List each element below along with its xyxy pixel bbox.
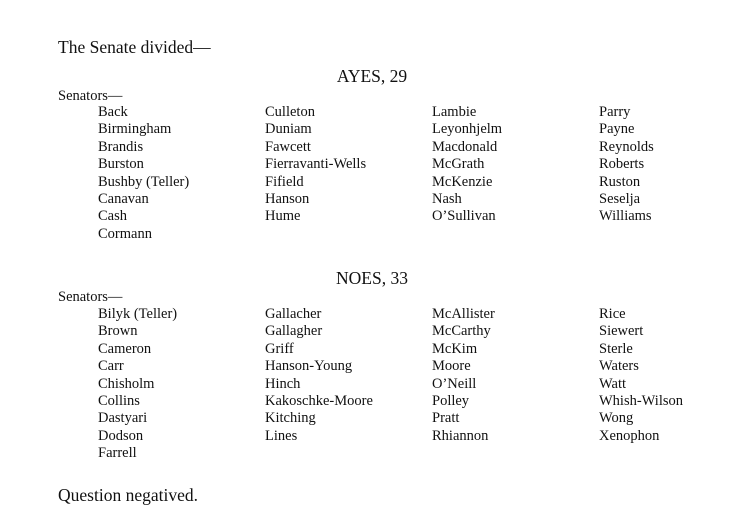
senator-name: Payne (599, 121, 635, 138)
senator-name: McCarthy (432, 323, 491, 340)
senator-name: Farrell (98, 445, 137, 462)
senator-name: Lambie (432, 104, 477, 120)
senator-name: Pratt (432, 410, 460, 427)
senator-name: Canavan (98, 191, 149, 208)
senator-name: McKenzie (432, 173, 493, 190)
senator-name: Hinch (265, 375, 301, 392)
senator-name: O’Sullivan (432, 208, 496, 225)
senator-name: Birmingham (98, 121, 172, 138)
senator-name: Gallacher (265, 306, 322, 322)
division-heading: The Senate divided— (58, 37, 211, 57)
senator-name: Dodson (98, 427, 144, 444)
senator-name: Fawcett (265, 138, 311, 155)
senator-name: Bilyk (Teller) (98, 306, 178, 322)
division-result: Question negatived. (58, 485, 198, 505)
senator-name: McGrath (432, 156, 485, 173)
senator-name: Macdonald (432, 138, 498, 155)
senator-name: Wong (599, 410, 634, 427)
senator-name: Parry (599, 104, 631, 120)
senator-name: Seselja (599, 191, 641, 208)
senator-name: Hume (265, 208, 301, 225)
ayes-senators-label: Senators— (58, 88, 123, 104)
senator-name: Moore (432, 358, 471, 375)
senator-name: Bushby (Teller) (98, 173, 190, 190)
senator-name: McKim (432, 340, 478, 357)
senator-name: Kakoschke-Moore (265, 393, 373, 410)
senator-name: Back (98, 104, 128, 120)
noes-title: NOES, 33 (336, 268, 408, 288)
senator-name: Chisholm (98, 375, 155, 392)
senator-name: Gallagher (265, 323, 323, 340)
ayes-column (432, 104, 599, 243)
ayes-column (265, 104, 432, 243)
senator-name: Lines (265, 427, 298, 444)
senator-name: Nash (432, 191, 462, 208)
noes-column (432, 306, 599, 463)
senator-name: Kitching (265, 410, 316, 427)
senator-name: Roberts (599, 156, 645, 173)
ayes-names-list (98, 104, 718, 243)
senator-name: Fierravanti-Wells (265, 156, 367, 173)
senator-name: Watt (599, 375, 627, 392)
senator-name: Cormann (98, 225, 152, 242)
senator-name: Rhiannon (432, 427, 489, 444)
senator-name: Rice (599, 306, 626, 322)
senator-name: Carr (98, 358, 124, 375)
senator-name: McAllister (432, 306, 495, 322)
senator-name: Xenophon (599, 427, 660, 444)
ayes-column (599, 104, 718, 243)
noes-column (265, 306, 432, 463)
senator-name: Reynolds (599, 138, 654, 155)
ayes-column (98, 104, 265, 243)
senator-name: Ruston (599, 173, 641, 190)
senator-name: Sterle (599, 340, 633, 357)
senator-name: Burston (98, 156, 144, 173)
senator-name: Brandis (98, 138, 144, 155)
noes-column (599, 306, 718, 463)
senator-name: Leyonhjelm (432, 121, 503, 138)
senator-name: Cash (98, 208, 127, 225)
senator-name: Williams (599, 208, 652, 225)
senator-name: Polley (432, 393, 470, 410)
senator-name: Griff (265, 340, 294, 357)
noes-column (98, 306, 265, 463)
noes-names-list (98, 306, 718, 463)
noes-senators-label: Senators— (58, 289, 123, 305)
senator-name: Waters (599, 358, 639, 375)
senator-name: Duniam (265, 121, 312, 138)
senator-name: Dastyari (98, 410, 148, 427)
senator-name: Collins (98, 393, 140, 410)
ayes-title: AYES, 29 (336, 66, 408, 86)
senator-name: Cameron (98, 340, 152, 357)
senator-name: Culleton (265, 104, 315, 120)
senator-name: Brown (98, 323, 138, 340)
senator-name: Hanson-Young (265, 358, 353, 375)
senator-name: Whish-Wilson (599, 393, 683, 410)
senator-name: O’Neill (432, 375, 477, 392)
senator-name: Hanson (265, 191, 310, 208)
senator-name: Siewert (599, 323, 644, 340)
senator-name: Fifield (265, 173, 304, 190)
